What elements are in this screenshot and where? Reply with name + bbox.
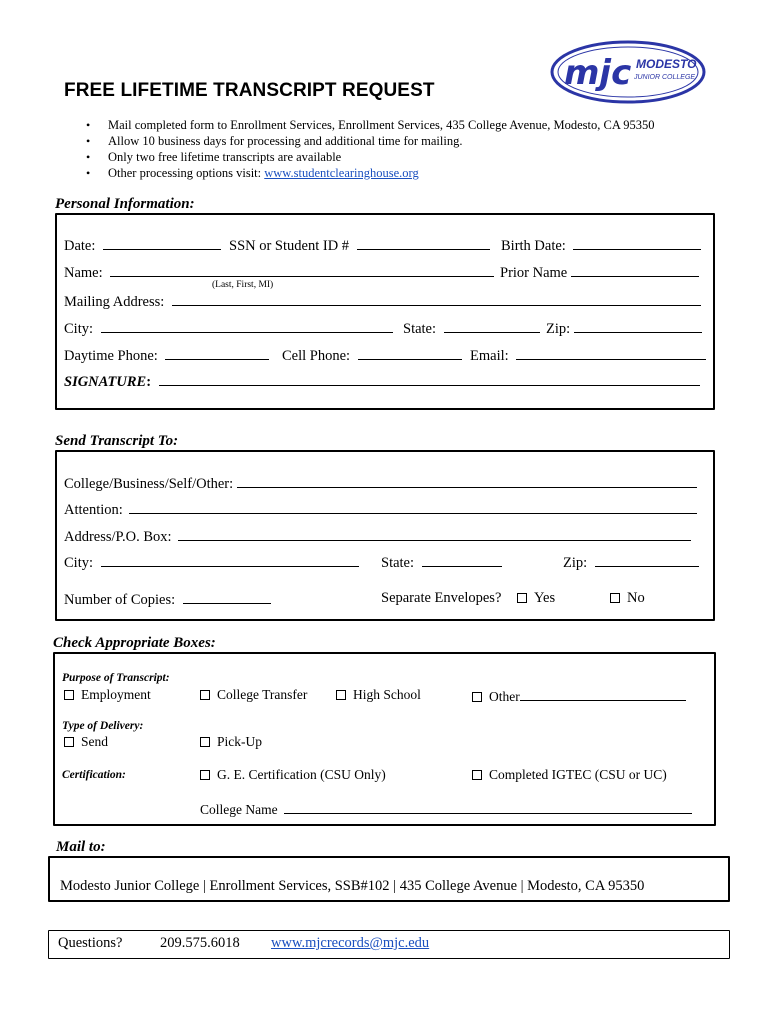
zip-label: Zip:	[546, 321, 571, 337]
questions-phone: 209.575.6018	[160, 935, 240, 951]
date-field[interactable]	[103, 236, 221, 250]
questions-email-link[interactable]: www.mjcrecords@mjc.edu	[271, 935, 430, 951]
date-label: Date:	[64, 238, 96, 254]
igetc-checkbox[interactable]	[472, 770, 482, 780]
instructions-list	[86, 117, 655, 181]
send-transcript-heading: Send Transcript To:	[55, 433, 179, 449]
other-label: Other	[489, 689, 520, 704]
ssn-label: SSN or Student ID #	[229, 238, 350, 254]
email-field[interactable]	[516, 346, 706, 360]
check-boxes-heading: Check Appropriate Boxes:	[53, 635, 216, 651]
yes-checkbox[interactable]	[517, 593, 527, 603]
send-city-label: City:	[64, 555, 94, 571]
send-checkbox[interactable]	[64, 737, 74, 747]
copies-label: Number of Copies:	[64, 592, 176, 608]
list-item: • Other processing options visit: www.studentclearinghouse.org	[86, 165, 655, 181]
college-transfer-label: College Transfer	[217, 687, 308, 702]
recipient-label: College/Business/Self/Other:	[64, 476, 234, 492]
high-school-checkbox[interactable]	[336, 690, 346, 700]
mjc-logo	[550, 36, 710, 108]
attention-field[interactable]	[129, 500, 697, 514]
cell-phone-field[interactable]	[358, 346, 462, 360]
mail-address: Modesto Junior College | Enrollment Services, SSB#102 | 435 College Avenue | Modesto, CA 95350	[60, 878, 645, 894]
send-zip-field[interactable]	[595, 553, 699, 567]
ge-certification-checkbox[interactable]	[200, 770, 210, 780]
college-name-label: College Name	[200, 802, 278, 817]
send-state-label: State:	[381, 555, 415, 571]
send-zip-label: Zip:	[563, 555, 588, 571]
send-state-field[interactable]	[422, 553, 502, 567]
purpose-label: Purpose of Transcript:	[62, 672, 170, 684]
name-field[interactable]	[110, 263, 494, 277]
zip-field[interactable]	[574, 319, 702, 333]
list-item: • Allow 10 business days for processing and additional time for mailing.	[86, 133, 655, 149]
daytime-phone-field[interactable]	[165, 346, 269, 360]
send-label: Send	[81, 734, 108, 749]
separate-envelopes-label: Separate Envelopes?	[381, 590, 502, 606]
college-name-field[interactable]	[284, 800, 692, 814]
state-label: State:	[403, 321, 437, 337]
svg-text:mjc: mjc	[564, 53, 632, 93]
list-item: • Only two free lifetime transcripts are available	[86, 149, 655, 165]
daytime-phone-label: Daytime Phone:	[64, 348, 158, 364]
recipient-field[interactable]	[237, 474, 697, 488]
prior-name-label: Prior Name	[500, 265, 568, 281]
no-label: No	[627, 590, 645, 606]
pickup-label: Pick-Up	[217, 734, 262, 749]
igetc-label: Completed IGTEC (CSU or UC)	[489, 767, 667, 782]
pickup-checkbox[interactable]	[200, 737, 210, 747]
personal-info-heading: Personal Information:	[55, 196, 195, 212]
city-label: City:	[64, 321, 94, 337]
state-field[interactable]	[444, 319, 540, 333]
birth-date-field[interactable]	[573, 236, 701, 250]
delivery-label: Type of Delivery:	[62, 720, 144, 732]
list-item: • Mail completed form to Enrollment Services, Enrollment Services, 435 College Avenue, Modesto, CA 95350	[86, 117, 655, 133]
attention-label: Attention:	[64, 502, 123, 518]
address-field[interactable]	[178, 527, 691, 541]
mail-to-heading: Mail to:	[56, 839, 106, 855]
city-field[interactable]	[101, 319, 393, 333]
name-hint: (Last, First, MI)	[212, 280, 274, 290]
yes-label: Yes	[534, 590, 556, 606]
college-transfer-checkbox[interactable]	[200, 690, 210, 700]
no-checkbox[interactable]	[610, 593, 620, 603]
clearinghouse-link[interactable]: www.studentclearinghouse.org	[264, 166, 419, 180]
svg-text:MODESTO: MODESTO	[636, 57, 697, 71]
mailing-address-label: Mailing Address:	[64, 294, 165, 310]
signature-label: SIGNATURE	[64, 374, 147, 390]
other-field[interactable]	[520, 687, 686, 701]
name-label: Name:	[64, 265, 103, 281]
send-city-field[interactable]	[101, 553, 359, 567]
certification-label: Certification:	[62, 769, 126, 781]
signature-field[interactable]	[159, 372, 700, 386]
birth-date-label: Birth Date:	[501, 238, 566, 254]
employment-label: Employment	[81, 687, 151, 702]
ssn-field[interactable]	[357, 236, 490, 250]
employment-checkbox[interactable]	[64, 690, 74, 700]
email-label: Email:	[470, 348, 509, 364]
high-school-label: High School	[353, 687, 421, 702]
svg-text:JUNIOR COLLEGE: JUNIOR COLLEGE	[634, 74, 696, 81]
questions-label: Questions?	[58, 935, 123, 951]
page-title: FREE LIFETIME TRANSCRIPT REQUEST	[64, 80, 435, 101]
other-checkbox[interactable]	[472, 692, 482, 702]
mailing-address-field[interactable]	[172, 292, 701, 306]
cell-phone-label: Cell Phone:	[282, 348, 351, 364]
copies-field[interactable]	[183, 590, 271, 604]
prior-name-field[interactable]	[571, 263, 699, 277]
ge-certification-label: G. E. Certification (CSU Only)	[217, 767, 386, 782]
address-label: Address/P.O. Box:	[64, 529, 172, 545]
